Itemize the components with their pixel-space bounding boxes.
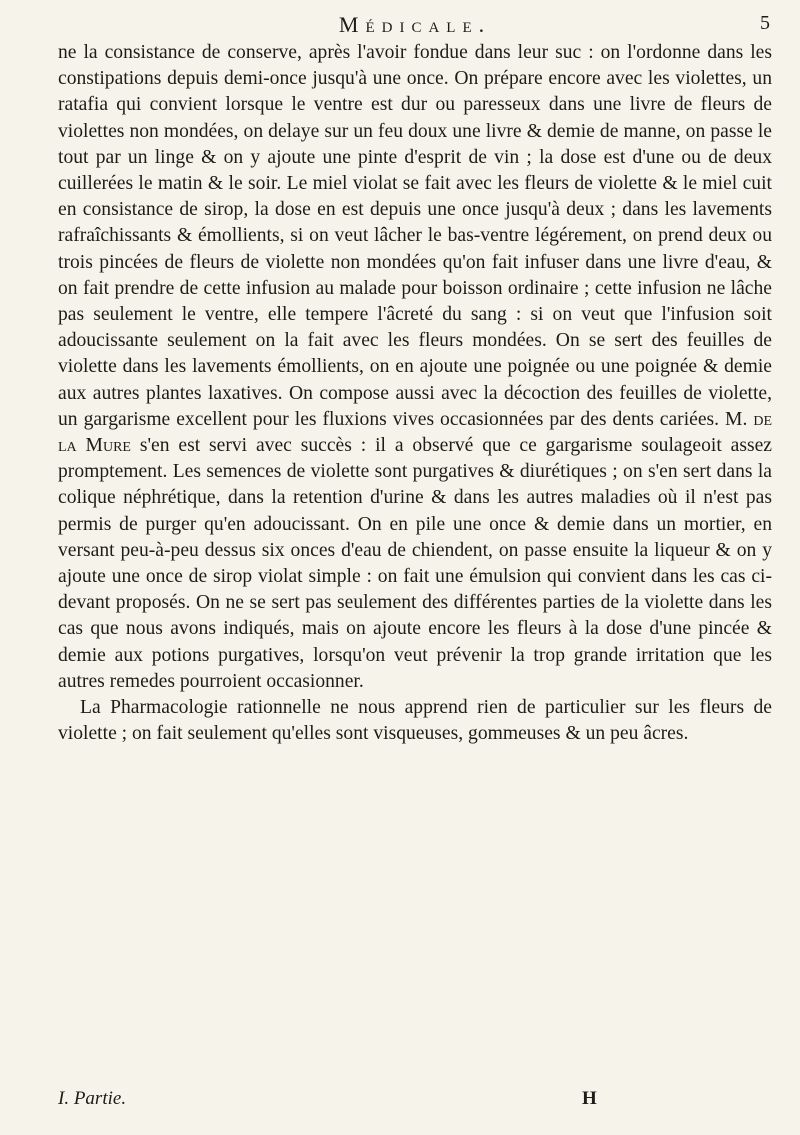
author-name: de la Mure	[58, 408, 772, 457]
text-run: s'en est servi avec succès : il a observé que ce gargarisme soulageoit assez promptement. Les semences de violette sont purgatives & diurétiques ; on s'en sert dans la colique néphrétique, dans la retention d'urine & dans les autres maladies où il n'est pas permis de purger qu'en adoucissant. On en pile une once & demie dans un mortier, en versant peu-à-peu dessus six onces d'eau de chiendent, on passe ensuite la liqueur & on y ajoute une once de sirop violat simple : on fait une émulsion qui convient dans les cas ci-devant proposés. On ne se sert pas seulement des différentes parties de la violette dans les cas que nous avons indiqués, mais on ajoute encore les fleurs à la dose d'une pincée & demie aux potions purgatives, lorsqu'on veut prévenir la trop grande irritation que les autres remedes pourroient occasionner.	[58, 435, 772, 692]
sheet-mark: H	[582, 1088, 597, 1109]
page-footer	[58, 1088, 772, 1114]
signature-mark: I. Partie.	[58, 1088, 127, 1109]
text-run: La Pharmacologie rationnelle ne nous apprend rien de particulier sur les fleurs de violette ; on fait seulement qu'elles sont visqueuses, gommeuses & un peu âcres.	[58, 697, 772, 745]
paragraph-1	[58, 40, 772, 695]
body-text	[58, 40, 772, 747]
text-run: ne la consistance de conserve, après l'avoir fondue dans leur suc : on l'ordonne dans les constipations depuis demi-once jusqu'à une once. On prépare encore avec les violettes, un ratafia qui convient lorsque le ventre est dur ou paresseux dans une livre de fleurs de violettes non mondées, on delaye sur un feu doux une livre & demie de manne, on passe le tout par un linge & on y ajoute une pinte d'esprit de vin ; la dose est d'une ou de deux cuillerées le matin & le soir. Le miel violat se fait avec les fleurs de violette & le miel cuit en consistance de sirop, la dose en est depuis une once jusqu'à deux ; dans les lavements rafraîchissants & émollients, si on veut lâcher le bas-ventre légérement, on prend deux ou trois pincées de fleurs de violette non mondées qu'on fait infuser dans une livre d'eau, & on fait prendre de cette infusion au malade pour boisson ordinaire ; cette infusion ne lâche pas seulement le ventre, elle tempere l'âcreté du sang : si on veut que l'infusion soit adoucissante seulement on la fait avec les fleurs mondées. On se sert des feuilles de violette dans les lavements émollients, on en ajoute une poignée ou une poignée & demie aux autres plantes laxatives. On compose aussi avec la décoction des feuilles de violette, un gargarisme excellent pour les fluxions vives occasionnées par des dents cariées. M.	[58, 42, 772, 430]
page-number: 5	[760, 12, 770, 34]
paragraph-2	[58, 695, 772, 747]
running-head: Médicale.	[338, 12, 492, 37]
page-header	[58, 8, 772, 40]
